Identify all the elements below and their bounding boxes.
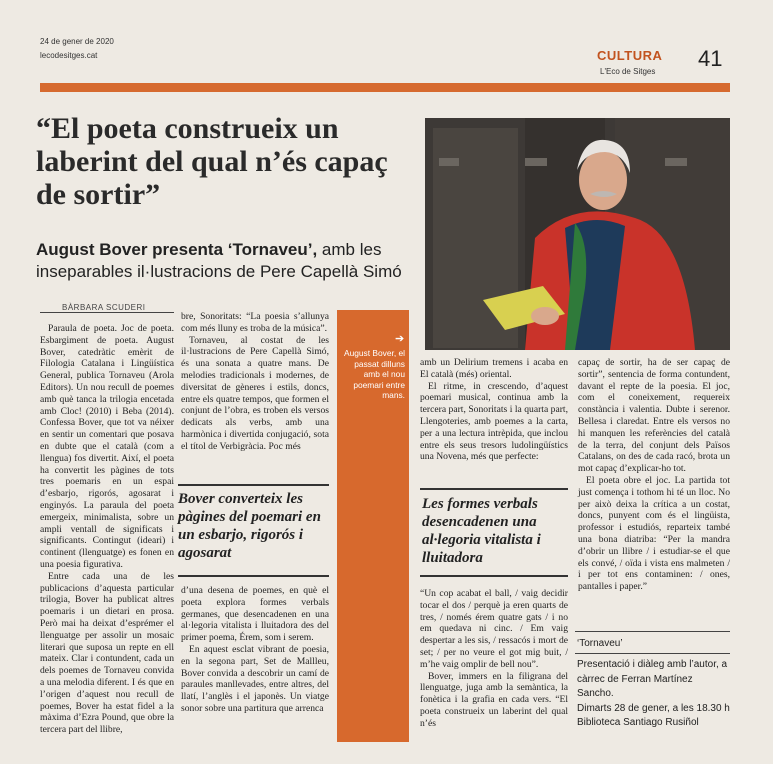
body-paragraph: En aquest esclat vibrant de poesia, en la segona part, Set de Mallleu, Bover convida a descobrir un camí de paraules manllevades, entre altres, del llatí, l’anglès i el japonès. Un viatge sonor sobre una partitura que arrenca	[181, 643, 329, 714]
info-date: Dimarts 28 de gener, a les 18.30 h	[577, 702, 730, 714]
body-paragraph: “Un cop acabat el ball, / vaig decidir tocar el dos / perquè ja eren quarts de tres, / només érem quatre gats / i no em quedava ni cinc. / Em vaig despertar a les sis, / ressacós i mort de set; / per no veure el got mig buit, / m’he vaig omplir de bell nou”.	[420, 588, 568, 670]
pull-quote-rule	[420, 575, 568, 577]
subhead	[36, 239, 421, 283]
body-column-3-bottom	[420, 588, 568, 730]
page-number: 41	[698, 46, 723, 71]
pull-quote-rule	[178, 575, 329, 577]
paper-name: L'Eco de Sitges	[600, 67, 656, 76]
arrow-right-icon: ➔	[395, 333, 405, 345]
body-paragraph: El poeta obre el joc. La partida tot just comença i tothom hi té un lloc. No per això deixa la crítica a un costat, doncs, punyent com és el lingüista, professor i estudiós, reparteix també una bona diatriba: “Per la mandra d’obrir un llibre / i estudiar-se el que els convé, / oïda i vista ens malmeten / i per tot ens contaminen: / ones, pantalles i paper.”	[578, 474, 730, 593]
body-column-4	[578, 357, 730, 593]
subhead-rest: amb les inseparables il·lustracions de Pere Capellà Simó	[36, 240, 402, 281]
accent-rule	[40, 83, 730, 92]
body-paragraph: Bover, immers en la filigrana del llenguatge, juga amb la semàntica, la fonètica i la grafia en cada vers. “El poeta construeix un laberint del qual n’és	[420, 670, 568, 729]
body-paragraph: El ritme, in crescendo, d’aquest poemari musical, continua amb la tercera part, Sonoritats i la quarta part, Llengoteries, amb poemes a la carta, per a una lectura intrèpida, que inclou entre els seus tresors ludolingüístics una Novena, més que perfecte:	[420, 380, 568, 463]
body-paragraph: Tornaveu, al costat de les il·lustracions de Pere Capellà Simó, és una sonata a quatre mans. De melodies tradicionals i modernes, de diversitat de gèneres i estils, doncs, entre els quatre tempos, que formen el conjunt de l’obra, es troben els versos dedicats als verbs, amb una harmònica i divertida conjugació, sota el títol de Verbigràcia. Poc més	[181, 334, 329, 452]
info-box-rule	[575, 653, 730, 654]
pull-quote-2: Les formes verbals desencadenen una al·legoria vitalista i lluitadora	[422, 496, 541, 566]
info-box-title: ‘Tornaveu’	[577, 638, 623, 649]
body-paragraph: Paraula de poeta. Joc de poeta. Esbargiment de poeta. August Bover, catedràtic emèrit de Filologia Catalana i Lingüística General, publica Tornaveu (Arola Editors). Un nou recull de poemes amb què tanca la trilogia encetada amb Cloc! (2010) i Beba (2014). Confessa Bover, que tot va néixer en sentir un comentari que posava en dubte que el català (com a llengua) fos divertit. Així, el poeta ha convertit les pàgines de tots tres poemaris en un espai d’esbarjo, rigorós, agosarat i enginyós. La paraula del poeta emergeix, minimalista, sobre un ampli ventall de significats i significants. Contingut (ideari) i continent (llenguatge) es fonen en una poesia figurativa.	[40, 323, 174, 570]
body-paragraph: amb un Delirium tremens i acaba en El català (més) oriental.	[420, 357, 568, 380]
headline: “El poeta construeix un laberint del qual n’és capaç de sortir”	[36, 112, 388, 211]
author-photo	[425, 118, 730, 350]
issue-date: 24 de gener de 2020	[40, 37, 114, 46]
pull-quote-rule	[420, 488, 568, 490]
body-paragraph: capaç de sortir, ha de ser capaç de sortir”, sentencia de forma contundent, davant el repte de la poesia. El joc, com el coneixement, requereix constància i valentia. Dubte i serenor. Bellesa i claredat. Entre els versos no hi manquen les referències del català de la terra, del conjunt dels Països Catalans, on des de cada racó, brota un mot capaç d’explicar-ho tot.	[578, 357, 730, 475]
author-photo-image	[425, 118, 730, 350]
body-paragraph: bre, Sonoritats: “La poesia s’allunya com més lluny es troba de la música”.	[181, 311, 329, 334]
pull-quote-1: Bover converteix les pàgines del poemari en un esbarjo, rigorós i agosarat	[178, 491, 321, 561]
body-paragraph: Entre cada una de les publicacions d’aquesta particular trilogia, Bover ha publicat altres poemaris i un dietari en prosa. Però mai ha deixat d’esprémer el llenguatge per assolir un mosaic literari que suposa un repte en ell mateix. Clar i contundent, cada un dels poemes de Tornaveu convida a una melodia diferent. I és que en l’origen d’aquest nou recull de poemes, Bover ha estat fidel a la màxima d’Ezra Pound, que obre la tercera part del llibre,	[40, 570, 174, 736]
section-label: CULTURA	[597, 48, 663, 63]
body-column-1	[40, 323, 174, 736]
photo-caption: August Bover, el passat dilluns amb el nou poemari entre mans.	[344, 348, 405, 400]
body-column-2-top	[181, 311, 329, 453]
info-box-rule	[575, 631, 730, 632]
body-paragraph: d’una desena de poemes, en què el poeta explora formes verbals germanes, que desencadenen en una al·legoria vitalista i lluitadora des del primer poema, Érem, som i serem.	[181, 585, 329, 644]
body-column-3-top	[420, 357, 568, 463]
info-description: Presentació i diàleg amb l’autor, a càrrec de Ferran Martínez Sancho.	[577, 659, 728, 699]
byline: BÀRBARA SCUDERI	[62, 303, 146, 312]
body-column-2-bottom	[181, 585, 329, 715]
info-box	[577, 658, 732, 731]
subhead-strong: August Bover presenta ‘Tornaveu’,	[36, 240, 318, 259]
pull-quote-rule	[178, 484, 329, 486]
byline-rule	[40, 312, 174, 313]
site-url: lecodesitges.cat	[40, 51, 98, 60]
info-location: Biblioteca Santiago Rusiñol	[577, 717, 699, 728]
